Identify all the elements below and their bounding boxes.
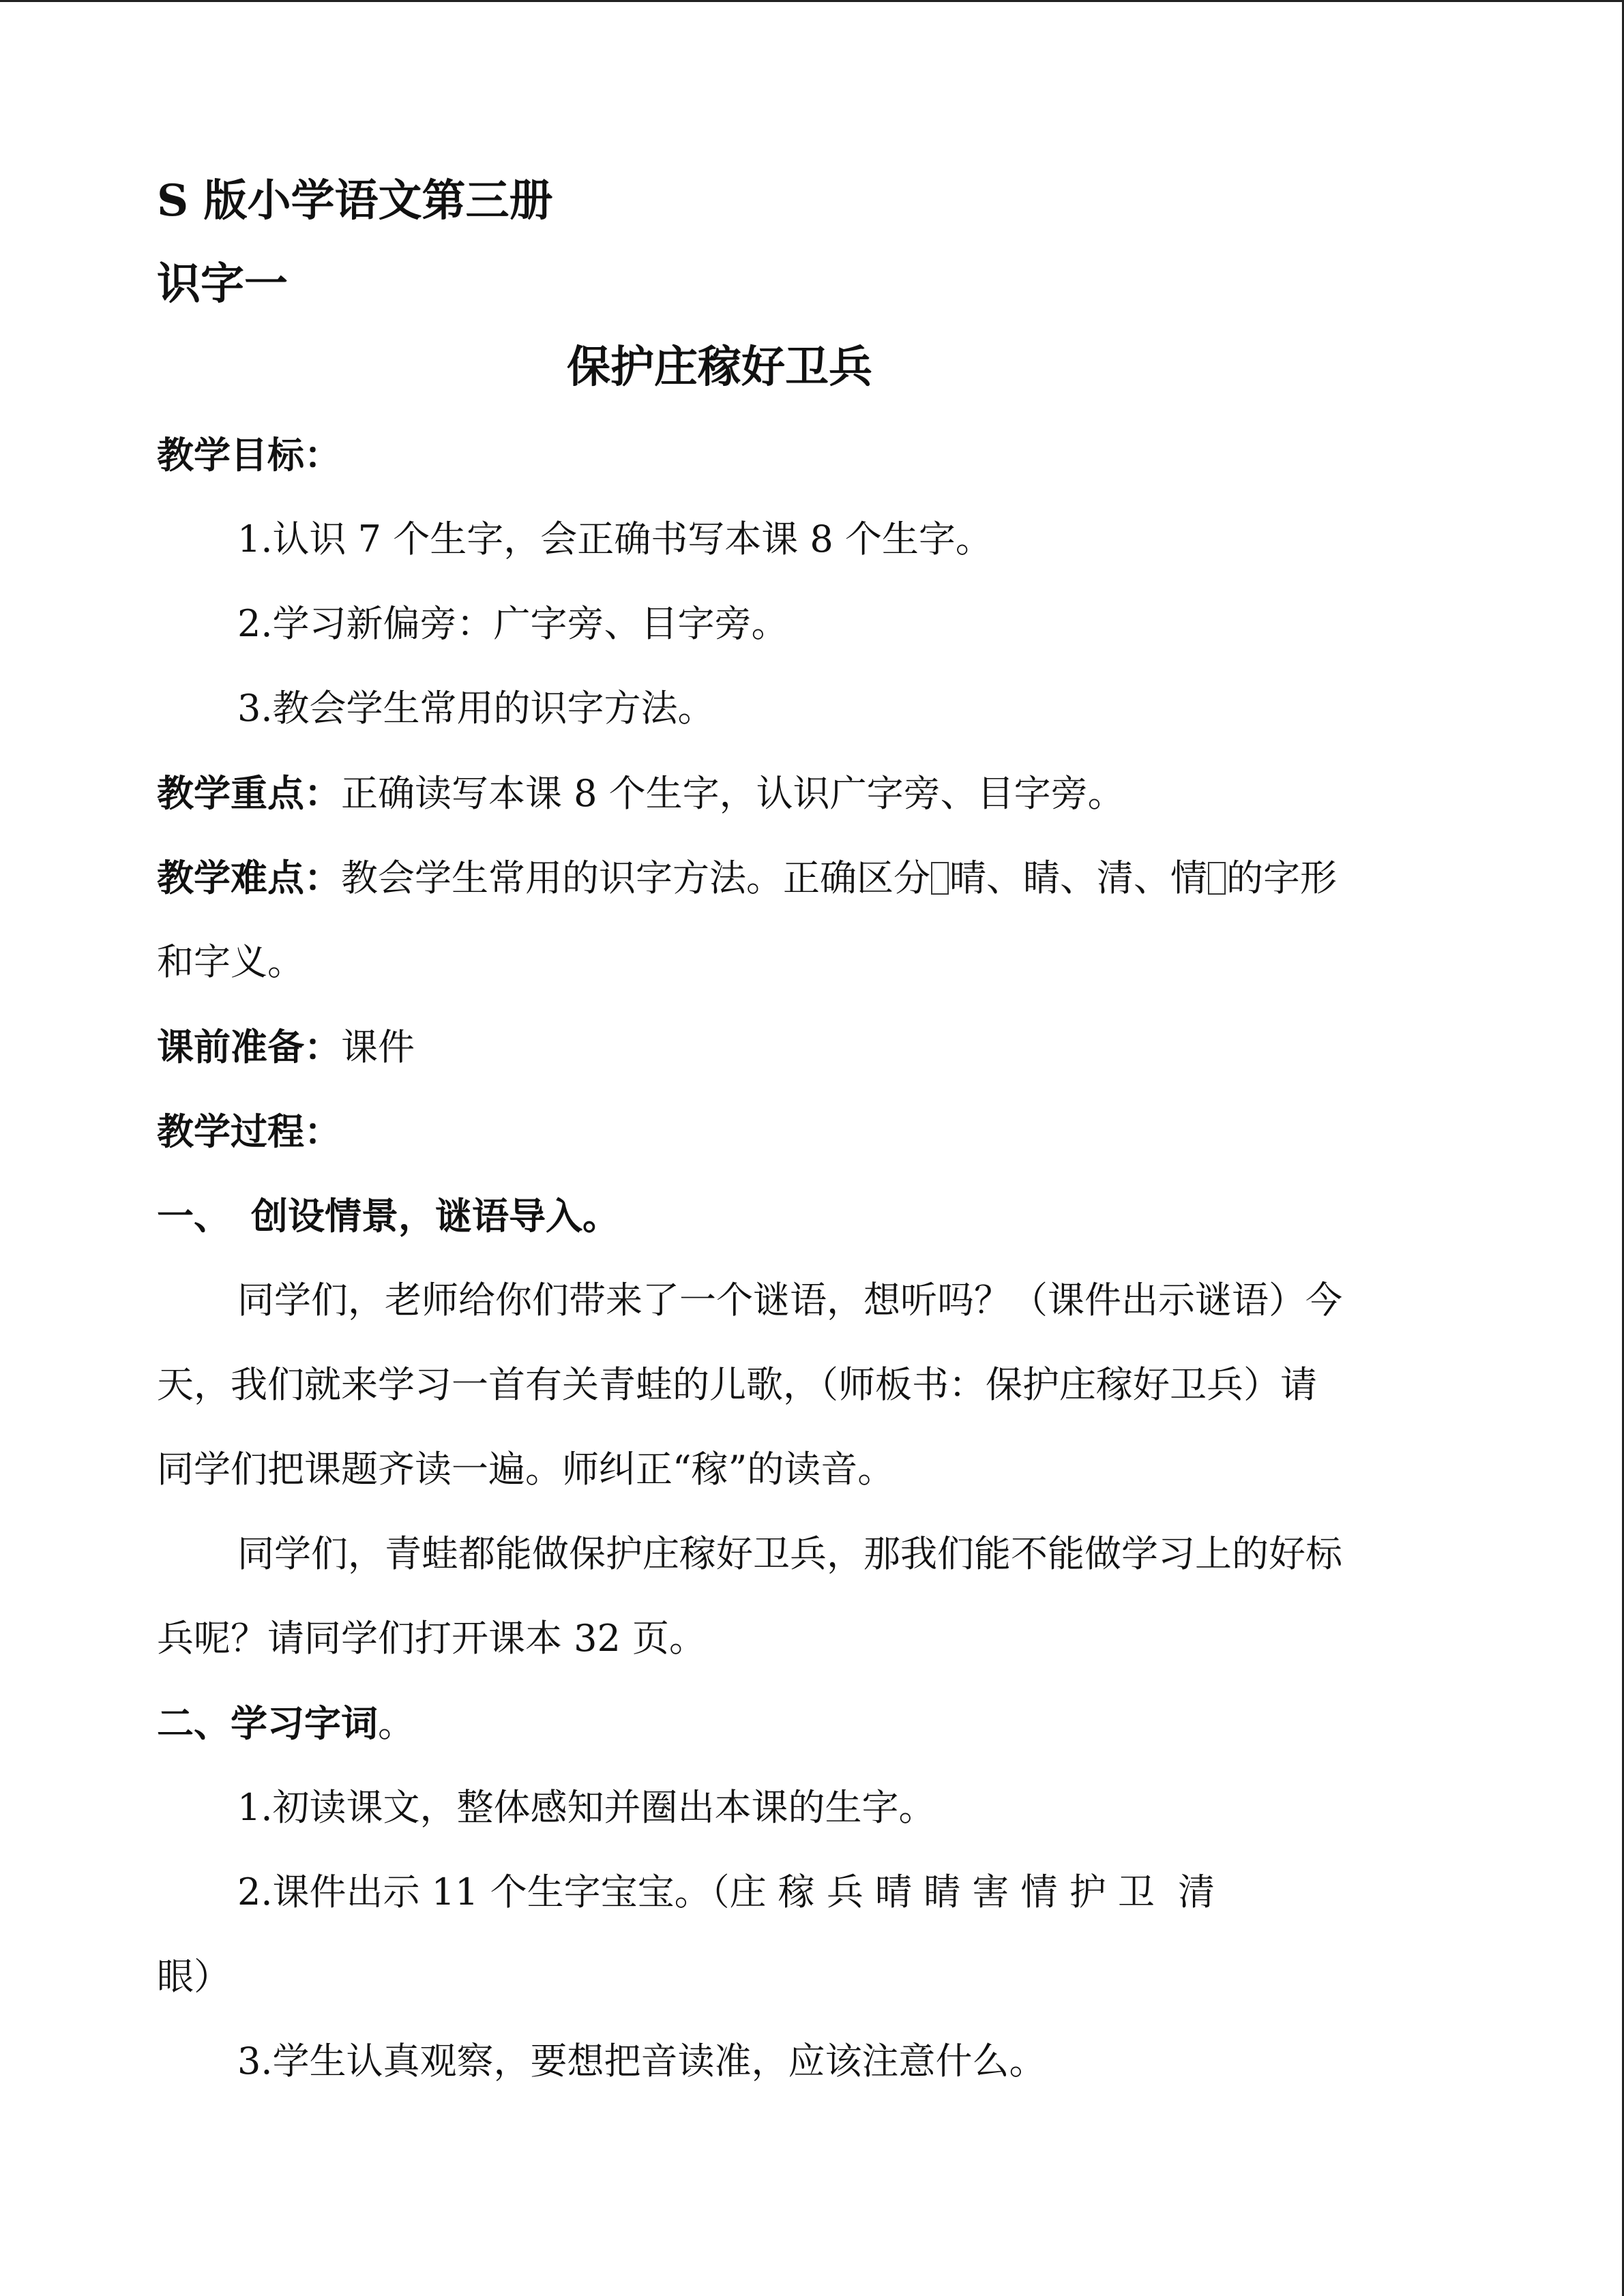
preparation bbox=[157, 1025, 1466, 1069]
section2-heading-text: 二、学习字词 bbox=[157, 1701, 378, 1745]
difficulty-text-a: 教会学生常用的识字方法。正确区分 bbox=[341, 856, 930, 899]
section1-heading-number: 一、 bbox=[157, 1194, 231, 1238]
difficulty-continued: 和字义。 bbox=[157, 940, 304, 983]
preparation-text: 课件 bbox=[341, 1026, 415, 1069]
section1-paragraph1-line1: 同学们，老师给你们带来了一个谜语，想听吗？（课件出示谜语）今 bbox=[237, 1279, 1342, 1322]
section2-heading-punct: 。 bbox=[378, 1702, 415, 1745]
key-points-text: 正确读写本课 8 个生字，认识广字旁、目字旁。 bbox=[341, 772, 1125, 815]
unit-title: 识字一 bbox=[157, 258, 288, 310]
section1-paragraph2-line1: 同学们，青蛙都能做保护庄稼好卫兵，那我们能不能做学习上的好标 bbox=[237, 1532, 1342, 1575]
key-points-label: 教学重点： bbox=[157, 771, 341, 815]
section1-paragraph1-line2: 天，我们就来学习一首有关青蛙的儿歌，（师板书：保护庄稼好卫兵）请 bbox=[157, 1363, 1317, 1406]
missing-glyph-box bbox=[1208, 862, 1226, 895]
section1-heading bbox=[157, 1194, 1466, 1238]
section1-heading-text: 创设情景，谜语导入。 bbox=[251, 1194, 619, 1238]
objective-item-2: 2.学习新偏旁：广字旁、目字旁。 bbox=[237, 602, 788, 645]
section2-step3: 3.学生认真观察，要想把音读准，应该注意什么。 bbox=[237, 2040, 1046, 2083]
objective-item-3: 3.教会学生常用的识字方法。 bbox=[237, 687, 715, 730]
preparation-label: 课前准备： bbox=[157, 1025, 341, 1069]
section2-heading bbox=[157, 1701, 1466, 1746]
book-title: S 版小学语文第三册 bbox=[157, 175, 553, 226]
difficulty-text-b: 晴、睛、清、情 bbox=[949, 856, 1207, 899]
process-label: 教学过程： bbox=[157, 1109, 341, 1153]
lesson-title: 保护庄稼好卫兵 bbox=[567, 342, 872, 393]
missing-glyph-box bbox=[931, 862, 949, 895]
section2-step1: 1.初读课文，整体感知并圈出本课的生字。 bbox=[237, 1786, 936, 1829]
difficulty-text-c: 的字形 bbox=[1226, 856, 1337, 899]
difficulty bbox=[157, 856, 1466, 900]
objectives-label: 教学目标： bbox=[157, 433, 341, 477]
key-points bbox=[157, 771, 1466, 816]
section2-step2-line2: 眼） bbox=[157, 1955, 231, 1998]
difficulty-label: 教学难点： bbox=[157, 856, 341, 899]
section1-paragraph2-line2: 兵呢？请同学们打开课本 32 页。 bbox=[157, 1617, 707, 1660]
objective-item-1: 1.认识 7 个生字，会正确书写本课 8 个生字。 bbox=[237, 518, 992, 561]
section2-step2-line1: 2.课件出示 11 个生字宝宝。（庄 稼 兵 晴 睛 害 情 护 卫 清 bbox=[237, 1870, 1215, 1913]
section1-paragraph1-line3: 同学们把课题齐读一遍。师纠正“稼”的读音。 bbox=[157, 1448, 895, 1491]
